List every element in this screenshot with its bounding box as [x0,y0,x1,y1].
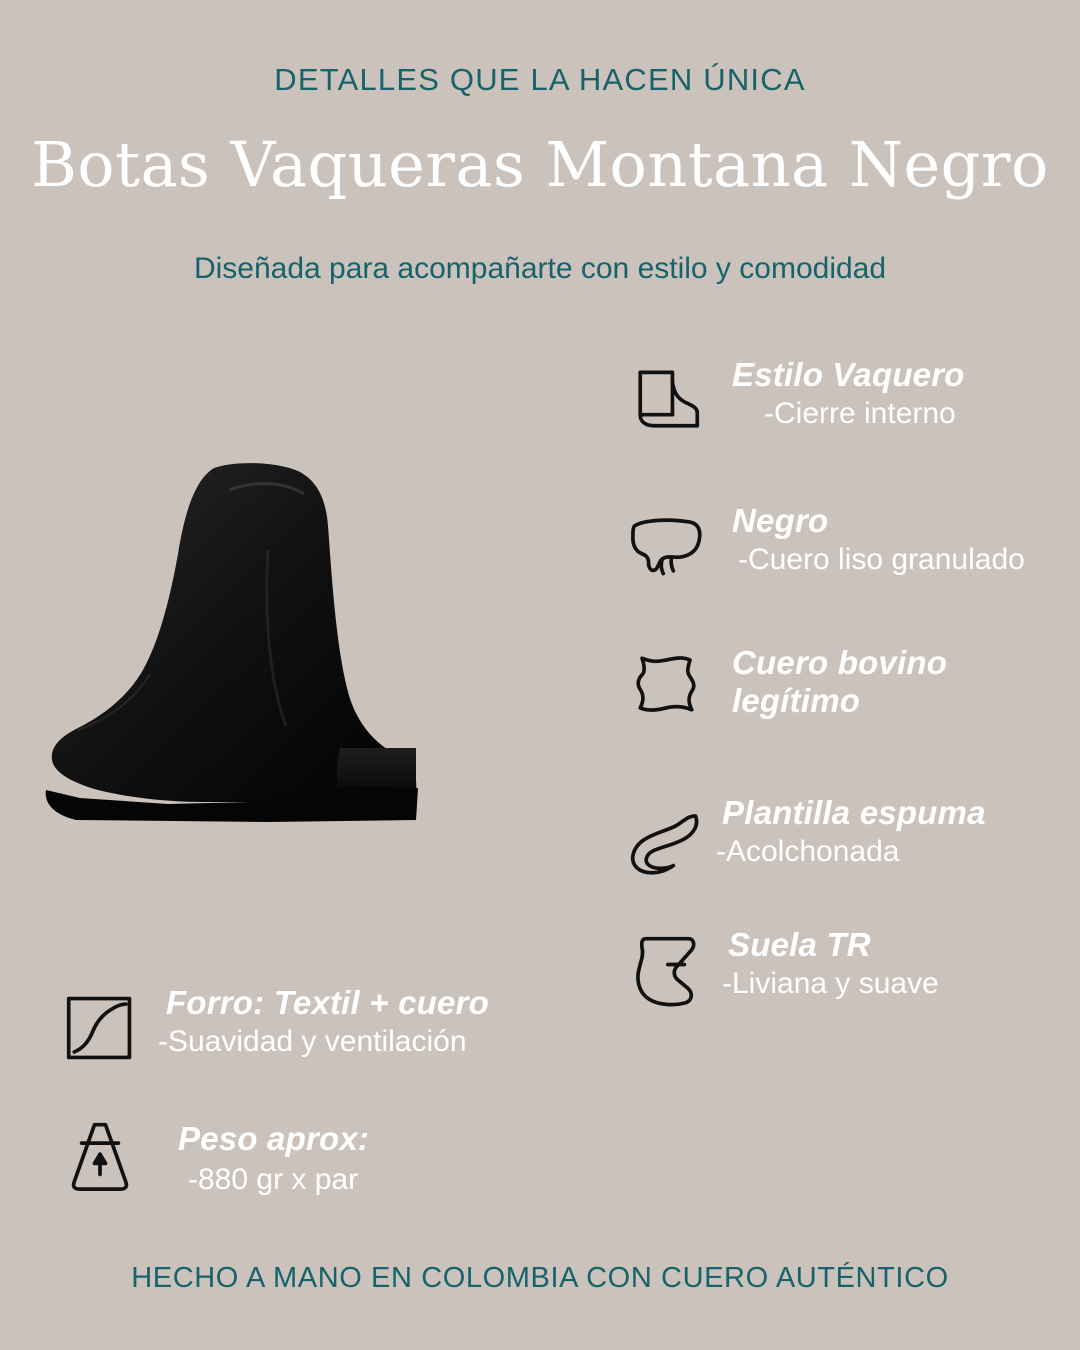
feature-subtitle: -880 gr x par [188,1162,359,1196]
feature-title: Plantilla espuma [722,794,986,831]
feature-cuero-bovino [618,636,1080,732]
feature-title: Forro: Textil + cuero [166,984,489,1021]
boot-icon [618,352,714,448]
feature-subtitle: -Liviana y suave [722,966,939,1000]
feature-plantilla-espuma [618,790,986,886]
feature-title: Cuero bovino legítimo [732,644,948,719]
product-photo [18,430,488,900]
feature-subtitle: -Suavidad y ventilación [158,1024,467,1058]
feature-subtitle: -Cuero liso granulado [738,542,1025,576]
boot-photo-icon [18,430,488,900]
eyebrow-text: DETALLES QUE LA HACEN ÚNICA [274,62,806,97]
feature-subtitle: -Cierre interno [764,396,956,430]
page-subtitle: Diseñada para acompañarte con estilo y comodidad [193,252,887,285]
feature-negro [618,498,1025,594]
leather-hide-icon [618,498,714,594]
feature-title: Estilo Vaquero [732,356,965,393]
feature-estilo-vaquero [618,352,965,448]
feature-suela-tr [618,922,939,1018]
insole-icon [618,790,714,886]
feature-subtitle: -Acolchonada [716,834,900,868]
feature-title: Peso aprox: [178,1120,370,1157]
feature-forro [52,980,489,1076]
page-title: Botas Vaqueras Montana Negro [31,128,1049,201]
footer-text: HECHO A MANO EN COLOMBIA CON CUERO AUTÉNTICO [131,1262,949,1294]
feature-title: Suela TR [728,926,871,963]
leather-mark-icon [618,636,714,732]
lining-icon [52,980,148,1076]
feature-peso [52,1108,369,1204]
feature-title: Negro [732,502,829,539]
sole-icon [618,922,714,1018]
weight-icon [52,1108,148,1204]
